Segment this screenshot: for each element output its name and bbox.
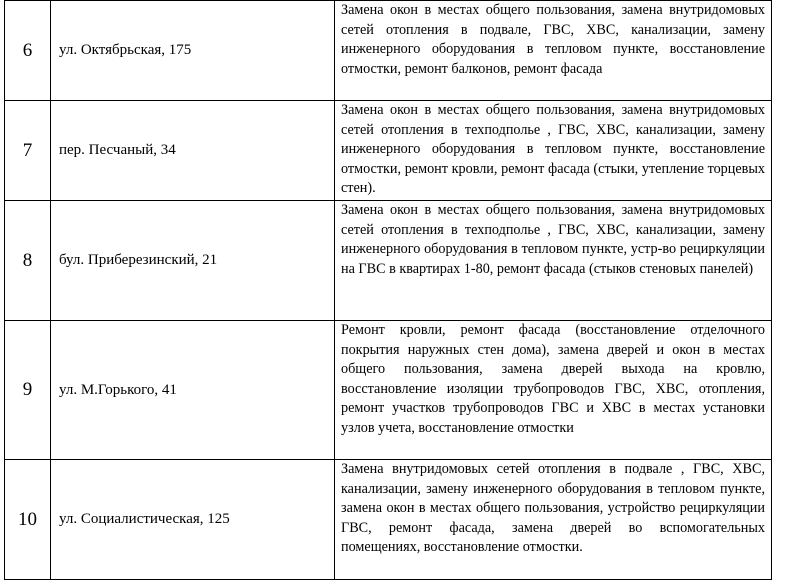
work-description-cell (335, 101, 772, 201)
work-description: Замена внутридомовых сетей отопления в подвале , ГВС, ХВС, канализации, замену инженерного оборудования в тепловом пункте, замена окон в местах общего пользования, устройство рециркуляции ГВС, ремонт фасада, замена дверей во вспомогательных помещениях, восстановление отмостки. (341, 461, 765, 556)
table-row (5, 460, 772, 580)
table-row (5, 201, 772, 321)
work-description-cell (335, 460, 772, 580)
building-address: ул. Октябрьская, 175 (51, 1, 335, 101)
building-address: пер. Песчаный, 34 (51, 101, 335, 201)
row-number: 8 (5, 201, 51, 321)
work-description-cell (335, 1, 772, 101)
building-address: бул. Приберезинский, 21 (51, 201, 335, 321)
table-row (5, 101, 772, 201)
work-description: Ремонт кровли, ремонт фасада (восстановление отделочного покрытия наружных стен дома), замена дверей и окон в местах общего пользования, замена дверей выхода на кровлю, восстановление изоляции трубопроводов ГВС, ХВС, отопления, ремонт участков трубопроводов ГВС и ХВС в местах установки узлов учета, восстановление отмостки (341, 322, 765, 436)
building-address: ул. М.Горького, 41 (51, 321, 335, 460)
work-description: Замена окон в местах общего пользования, замена внутридомовых сетей отопления в подвале, ГВС, ХВС, канализации, замену инженерного оборудования в тепловом пункте, восстановление отмостки, ремонт балконов, ремонт фасада (341, 2, 765, 77)
building-address: ул. Социалистическая, 125 (51, 460, 335, 580)
row-number: 9 (5, 321, 51, 460)
table-row (5, 321, 772, 460)
row-number: 7 (5, 101, 51, 201)
work-description: Замена окон в местах общего пользования, замена внутридомовых сетей отопления в техподполье , ГВС, ХВС, канализации, замену инженерного оборудования в тепловом пункте, устр-во рециркуляции на ГВС в квартирах 1-80, ремонт фасада (стыков стеновых панелей) (341, 202, 765, 277)
row-number: 6 (5, 1, 51, 101)
work-description-cell (335, 201, 772, 321)
work-description-cell (335, 321, 772, 460)
table-row (5, 1, 772, 101)
repair-works-table (4, 0, 772, 580)
work-description: Замена окон в местах общего пользования, замена внутридомовых сетей отопления в техподполье , ГВС, ХВС, канализации, замену инженерного оборудования в тепловом пункте, восстановление отмостки, ремонт кровли, ремонт фасада (стыки, утепление торцевых стен). (341, 102, 765, 197)
row-number: 10 (5, 460, 51, 580)
